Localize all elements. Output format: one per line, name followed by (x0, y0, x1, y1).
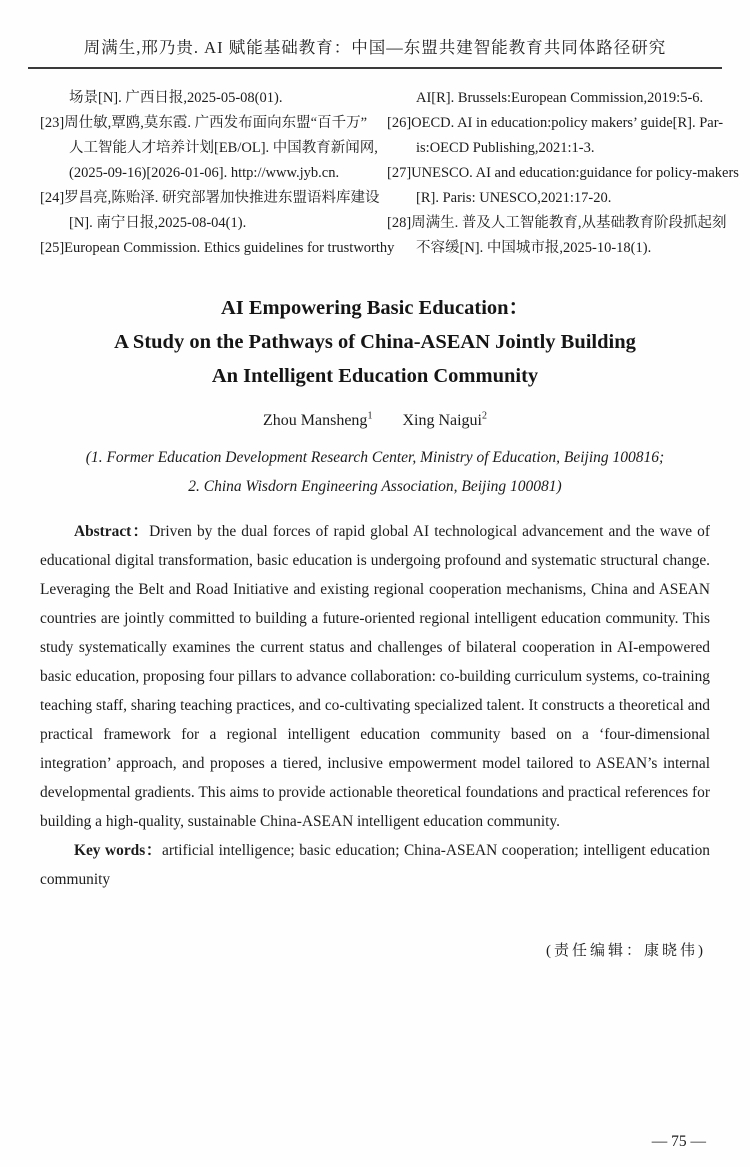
affiliations (0, 443, 750, 501)
reference-line: [27]UNESCO. AI and education:guidance for policy-makers (387, 165, 739, 181)
article-title-line-3: An Intelligent Education Community (211, 365, 539, 387)
author-1-superscript: 1 (367, 411, 373, 422)
reference-line: [R]. Paris: UNESCO,2021:17-20. (416, 190, 612, 206)
reference-line: [23]周仕敏,覃鸥,莫东霞. 广西发布面向东盟“百千万” (40, 115, 368, 131)
keywords-label: Key words： (74, 842, 162, 860)
references-section (40, 86, 739, 261)
author-2-superscript: 2 (481, 411, 487, 422)
page-number: — 75 — (651, 1133, 706, 1150)
abstract-text: Driven by the dual forces of rapid global AI technological advancement and the wave of educational digital transformation, basic education is undergoing profound and systematic structural change. Leveraging the Belt and Road Initiative and existing regional cooperation mechanisms, China and ASEAN countries are jointly committed to building a future-oriented regional intelligent education community. This study systematically examines the current status and challenges of bilateral cooperation in AI-empowered basic education, proposing four pillars to advance collaboration: co-building curriculum systems, co-training teaching staff, sharing teaching practices, and co-cultivating specialized talent. It constructs a theoretical and practical framework for a regional intelligent education community based on a ‘four-dimensional integration’ approach, and proposes a tiered, inclusive empowerment model tailored to ASEAN’s internal developmental gradients. This aims to provide actionable theoretical foundations and practical references for building a high-quality, sustainable China-ASEAN intelligent education community. (40, 523, 710, 831)
reference-line: 不容缓[N]. 中国城市报,2025-10-18(1). (416, 240, 652, 256)
author-1-name: Zhou Mansheng (263, 412, 368, 430)
reference-line: [24]罗昌亮,陈贻泽. 研究部署加快推进东盟语料库建设 (40, 190, 380, 206)
article-title-line-2: A Study on the Pathways of China-ASEAN Jointly Building (114, 331, 636, 353)
affiliation-line-1: (1. Former Education Development Research Center, Ministry of Education, Beijing 100816; (85, 449, 665, 467)
responsible-editor-note: (责任编辑：康晓伟) (546, 943, 706, 960)
author-2 (402, 412, 487, 429)
authors-line (0, 411, 750, 430)
reference-line: (2025-09-16)[2026-01-06]. http://www.jyb.cn. (69, 165, 340, 181)
references-left-column (40, 86, 395, 261)
reference-line: 场景[N]. 广西日报,2025-05-08(01). (69, 90, 283, 106)
abstract-paragraph (40, 517, 710, 836)
header-rule (28, 67, 722, 69)
references-right-column (387, 86, 739, 261)
running-head-title: 周满生,邢乃贵. AI 赋能基础教育：中国—东盟共建智能教育共同体路径研究 (83, 38, 667, 57)
reference-line: [26]OECD. AI in education:policy makers’ guide[R]. Par- (387, 115, 724, 131)
reference-line: [25]European Commission. Ethics guidelines for trustworthy (40, 240, 395, 256)
reference-line: [N]. 南宁日报,2025-08-04(1). (69, 215, 247, 231)
article-title (0, 291, 750, 393)
article-title-line-1: AI Empowering Basic Education： (220, 297, 530, 319)
reference-line: 人工智能人才培养计划[EB/OL]. 中国教育新闻网, (69, 140, 378, 156)
affiliation-line-2: 2. China Wisdorn Engineering Association, Beijing 100081) (188, 478, 562, 496)
reference-line: AI[R]. Brussels:European Commission,2019:5-6. (416, 90, 704, 106)
reference-line: [28]周满生. 普及人工智能教育,从基础教育阶段抓起刻 (387, 215, 727, 231)
keywords-text: artificial intelligence; basic education; China-ASEAN cooperation; intelligent education community (40, 842, 710, 889)
reference-line: is:OECD Publishing,2021:1-3. (416, 140, 595, 156)
abstract-label: Abstract： (74, 523, 150, 541)
keywords-paragraph (40, 836, 710, 894)
author-1 (263, 412, 372, 429)
author-2-name: Xing Naigui (402, 412, 482, 430)
